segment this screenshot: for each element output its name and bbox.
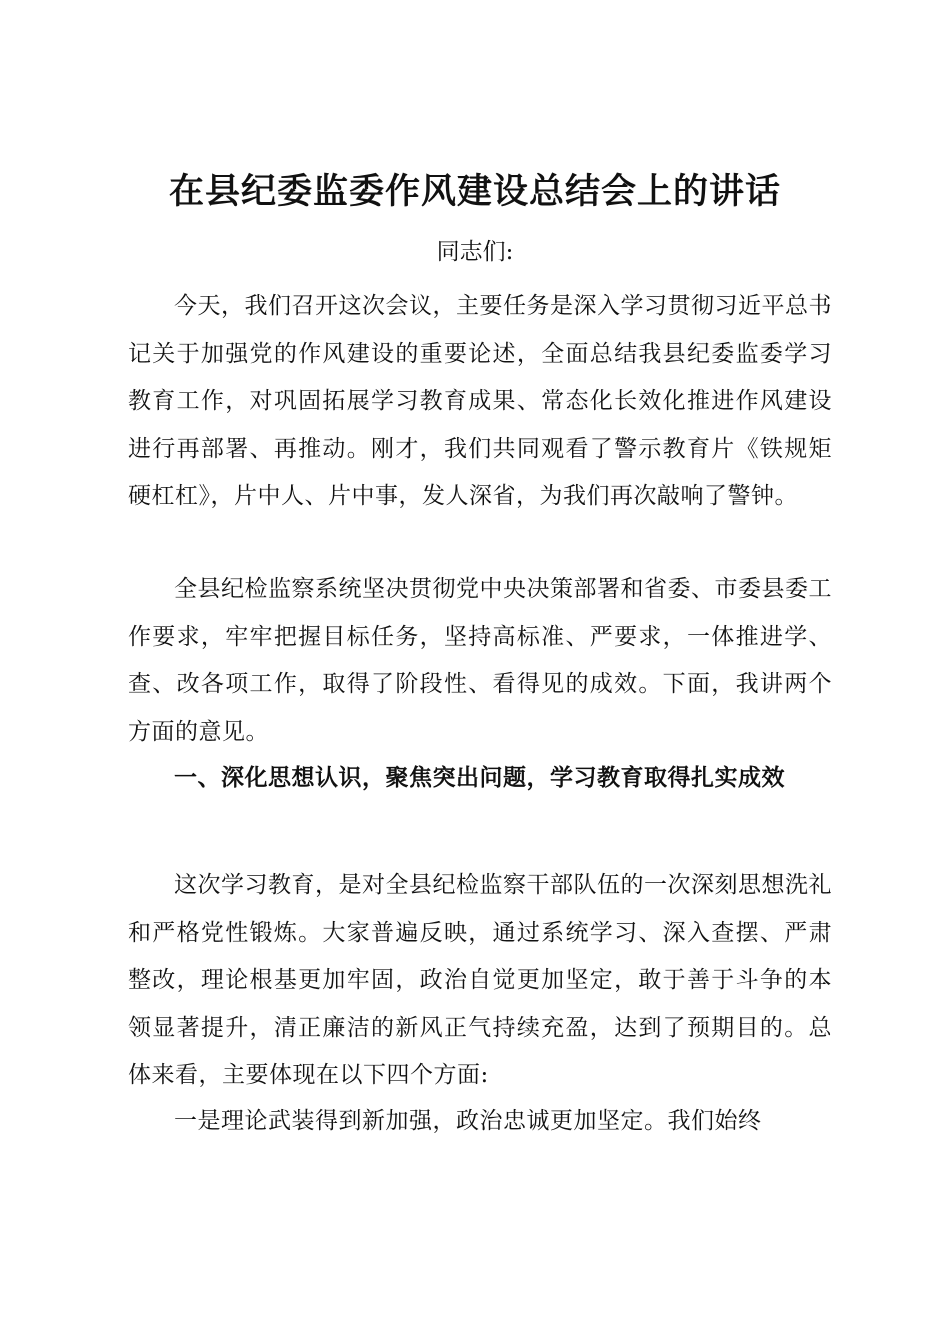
salutation: 同志们: xyxy=(436,239,514,265)
document-title: 在县纪委监委作风建设总结会上的讲话 xyxy=(168,171,781,212)
section-heading-1: 一、深化思想认识，聚焦突出问题，学习教育取得扎实成效 xyxy=(174,765,785,791)
paragraph-point-1: 一是理论武装得到新加强，政治忠诚更加坚定。我们始终 xyxy=(174,1108,762,1134)
paragraph-opening: 今天，我们召开这次会议，主要任务是深入学习贯彻习近平总书记关于加强党的作风建设的重要论述，全面总结我县纪委监委学习教育工作，对巩固拓展学习教育成果、常态化长效化推进作风建设进行再部署、再推动。刚才，我们共同观看了警示教育片《铁规矩硬杠杠》，片中人、片中事，发人深省，为我们再次敲响了警钟。 xyxy=(128,293,832,509)
paragraph-overview: 全县纪检监察系统坚决贯彻党中央决策部署和省委、市委县委工作要求，牢牢把握目标任务，坚持高标准、严要求，一体推进学、查、改各项工作，取得了阶段性、看得见的成效。下面，我讲两个方面的意见。 xyxy=(128,576,832,745)
paragraph-section-1-intro: 这次学习教育，是对全县纪检监察干部队伍的一次深刻思想洗礼和严格党性锻炼。大家普遍反映，通过系统学习、深入查摆、严肃整改，理论根基更加牢固，政治自觉更加坚定，敢于善于斗争的本领显著提升，清正廉洁的新风正气持续充盈，达到了预期目的。总体来看，主要体现在以下四个方面: xyxy=(128,872,832,1088)
